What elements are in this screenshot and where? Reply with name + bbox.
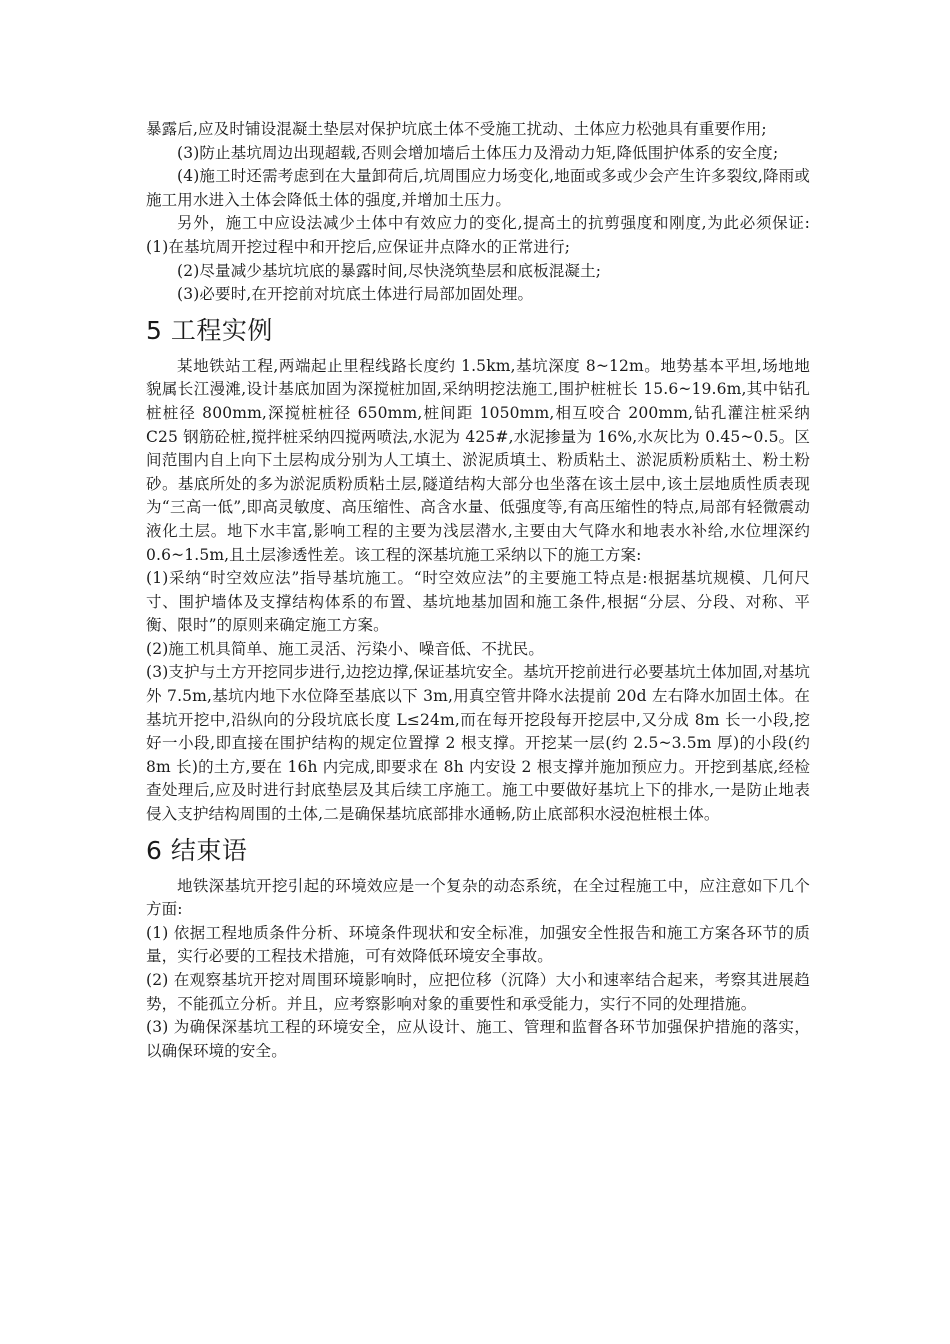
paragraph: (3)防止基坑周边出现超载,否则会增加墙后土体压力及滑动力矩,降低围护体系的安全度;	[177, 143, 779, 162]
paragraph: (1) 依据工程地质条件分析、环境条件现状和安全标准，加强安全性报告和施工方案各环节的质量，实行必要的工程技术措施，可有效降低环境安全事故。	[146, 923, 810, 966]
paragraph: 另外，施工中应设法减少土体中有效应力的变化,提高土的抗剪强度和刚度,为此必须保证: (1)在基坑周开挖过程中和开挖后,应保证井点降水的正常进行;	[146, 214, 810, 256]
paragraph: 地铁深基坑开挖引起的环境效应是一个复杂的动态系统，在全过程施工中，应注意如下几个方面:	[146, 876, 810, 919]
paragraph: (4)施工时还需考虑到在大量卸荷后,坑周围应力场变化,地面或多或少会产生许多裂纹,降雨或施工用水进入土体会降低土体的强度,并增加土压力。	[146, 167, 810, 209]
paragraph: (3) 为确保深基坑工程的环境安全，应从设计、施工、管理和监督各环节加强保护措施的落实，以确保环境的安全。	[146, 1018, 810, 1060]
paragraph: (3)必要时,在开挖前对坑底土体进行局部加固处理。	[177, 285, 534, 304]
paragraph: 暴露后,应及时铺设混凝土垫层对保护坑底土体不受施工扰动、土体应力松弛具有重要作用;	[146, 120, 767, 138]
section-heading-6: 6 结束语	[146, 835, 248, 865]
paragraph: 某地铁站工程,两端起止里程线路长度约 1.5km,基坑深度 8~12m。地势基本平坦,场地地貌属长江漫滩,设计基底加固为深搅桩加固,采纳明挖法施工,围护桩桩长 15.6~19.6m,其中钻孔桩桩径 800mm,深搅桩桩径 650mm,桩间距 1050mm,相互咬合 200mm,钻孔灌注桩采纳 C25 钢筋砼桩,搅拌桩采纳四搅两喷法,水泥为 425#,水泥掺量为 16%,水灰比为 0.45~0.5。区间范围内自上向下土层构成分别为人工填土、淤泥质填土、粉质粘土、淤泥质粉质粘土、粉土粉砂。基底所处的多为淤泥质粉质粘土层,隧道结构大部分也坐落在该土层中,该土层地质性质表现为“三高一低”,即高灵敏度、高压缩性、高含水量、低强度等,有高压缩性的特点,局部有轻微震动液化土层。地下水丰富,影响工程的主要为浅层潜水,主要由大气降水和地表水补给,水位埋深约 0.6~1.5m,且土层渗透性差。该工程的深基坑施工采纳以下的施工方案:	[146, 356, 810, 564]
section-heading-5: 5 工程实例	[146, 315, 273, 345]
paragraph: (3)支护与土方开挖同步进行,边挖边撑,保证基坑安全。基坑开挖前进行必要基坑土体加固,对基坑外 7.5m,基坑内地下水位降至基底以下 3m,用真空管井降水法提前 20d 左右降水加固土体。在基坑开挖中,沿纵向的分段坑底长度 L≤24m,而在每开挖段每开挖层中,又分成 8m 长一小段,挖好一小段,即直接在围护结构的规定位置撑 2 根支撑。开挖某一层(约 2.5~3.5m 厚)的小段(约 8m 长)的土方,要在 16h 内完成,即要求在 8h 内安设 2 根支撑并施加预应力。开挖到基底,经检查处理后,应及时进行封底垫层及其后续工序施工。施工中要做好基坑上下的排水,一是防止地表侵入支护结构周围的土体,二是确保基坑底部排水通畅,防止底部积水浸泡桩根土体。	[146, 663, 810, 824]
paragraph: (2)施工机具简单、施工灵活、污染小、噪音低、不扰民。	[146, 639, 545, 658]
paragraph: (2) 在观察基坑开挖对周围环境影响时，应把位移（沉降）大小和速率结合起来，考察其进展趋势，不能孤立分析。并且，应考察影响对象的重要性和承受能力，实行不同的处理措施。	[146, 971, 810, 1013]
document-page	[146, 118, 810, 1063]
paragraph: (1)采纳“时空效应法”指导基坑施工。“时空效应法”的主要施工特点是:根据基坑规模、几何尺寸、围护墙体及支撑结构体系的布置、基坑地基加固和施工条件,根据“分层、分段、对称、平衡、限时”的原则来确定施工方案。	[146, 569, 810, 635]
paragraph: (2)尽量减少基坑坑底的暴露时间,尽快浇筑垫层和底板混凝土;	[177, 261, 602, 280]
